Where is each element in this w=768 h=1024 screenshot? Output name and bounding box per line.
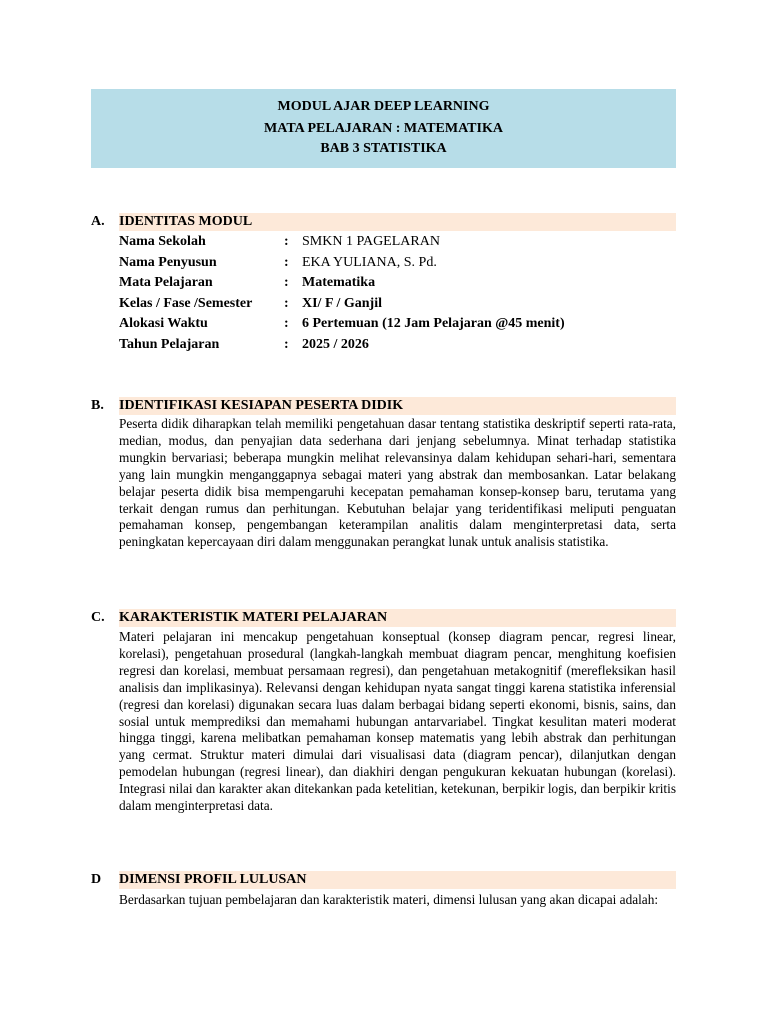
- identity-value: EKA YULIANA, S. Pd.: [302, 255, 437, 270]
- section-c-title: KARAKTERISTIK MATERI PELAJARAN: [119, 610, 388, 625]
- identity-label: Mata Pelajaran: [119, 275, 213, 290]
- module-header: [91, 89, 676, 168]
- identity-value: XI/ F / Ganjil: [302, 296, 382, 311]
- identity-colon: :: [284, 296, 289, 311]
- identity-row-subject: [0, 273, 768, 293]
- identity-colon: :: [284, 275, 289, 290]
- identity-colon: :: [284, 255, 289, 270]
- header-chapter: BAB 3 STATISTIKA: [320, 141, 447, 156]
- section-b-title: IDENTIFIKASI KESIAPAN PESERTA DIDIK: [119, 398, 404, 413]
- section-d-title: DIMENSI PROFIL LULUSAN: [119, 872, 307, 887]
- identity-label: Tahun Pelajaran: [119, 337, 220, 352]
- identity-row-time: [0, 314, 768, 334]
- header-subject: MATA PELAJARAN : MATEMATIKA: [264, 121, 503, 136]
- section-c-letter: C.: [91, 610, 105, 625]
- identity-value: SMKN 1 PAGELARAN: [302, 234, 440, 249]
- section-d-paragraph: Berdasarkan tujuan pembelajaran dan karakteristik materi, dimensi lulusan yang akan dicapai adalah:: [119, 892, 659, 907]
- identity-row-class: [0, 294, 768, 314]
- identity-row-author: [0, 253, 768, 273]
- section-d-letter: D: [91, 872, 102, 887]
- identity-label: Kelas / Fase /Semester: [119, 296, 253, 311]
- identity-colon: :: [284, 316, 289, 331]
- identity-label: Alokasi Waktu: [119, 316, 208, 331]
- section-c-paragraph: Materi pelajaran ini mencakup pengetahuan konseptual (konsep diagram pencar, regresi linear, korelasi), pengetahuan prosedural (langkah-langkah membuat diagram pencar, menghitung koefisien regresi dan korelasi, membuat persamaan regresi), dan pengetahuan metakognitif (merefleksikan hasil analisis dan implikasinya). Relevansi dengan kehidupan nyata sangat tinggi karena statistika inferensial (regresi dan korelasi) digunakan secara luas dalam berbagai bidang seperti ekonomi, bisnis, sains, dan sosial untuk memprediksi dan memahami hubungan antarvariabel. Tingkat kesulitan materi moderat hingga tinggi, karena melibatkan pemahaman konsep matematis yang lebih abstrak dan perhitungan yang cermat. Struktur materi dimulai dari visualisasi data (diagram pencar), dilanjutkan dengan pemodelan hubungan (regresi linear), dan diakhiri dengan pengukuran kekuatan hubungan (korelasi). Integrasi nilai dan karakter akan ditekankan pada ketelitian, ketekunan, berpikir logis, dan berpikir kritis dalam menginterpretasi data.: [119, 629, 676, 814]
- header-title: MODUL AJAR DEEP LEARNING: [277, 99, 490, 114]
- identity-colon: :: [284, 234, 289, 249]
- identity-value: 6 Pertemuan (12 Jam Pelajaran @45 menit): [302, 316, 565, 331]
- identity-label: Nama Sekolah: [119, 234, 206, 249]
- identity-value: Matematika: [302, 275, 376, 290]
- identity-label: Nama Penyusun: [119, 255, 217, 270]
- section-b-letter: B.: [91, 398, 104, 413]
- section-a-letter: A.: [91, 214, 105, 229]
- identity-row-year: [0, 335, 768, 355]
- section-b-paragraph: Peserta didik diharapkan telah memiliki pengetahuan dasar tentang statistika deskriptif seperti rata-rata, median, modus, dan penyajian data sederhana dari jenjang sebelumnya. Minat terhadap statistika mungkin bervariasi; beberapa mungkin melihat relevansinya dalam kehidupan sehari-hari, sementara yang lain mungkin menganggapnya sebagai materi yang abstrak dan membosankan. Latar belakang belajar peserta didik bisa mempengaruhi kecepatan pemahaman konsep-konsep baru, terutama yang terkait dengan rumus dan perhitungan. Kebutuhan belajar yang teridentifikasi meliputi penguatan pemahaman konsep, pengembangan keterampilan analitis dalam menginterpretasi data, serta peningkatan kepercayaan diri dalam menggunakan perangkat lunak untuk analisis statistika.: [119, 416, 676, 550]
- identity-value: 2025 / 2026: [302, 337, 369, 352]
- identity-colon: :: [284, 337, 289, 352]
- section-a-title: IDENTITAS MODUL: [119, 214, 253, 229]
- identity-row-school: [0, 232, 768, 252]
